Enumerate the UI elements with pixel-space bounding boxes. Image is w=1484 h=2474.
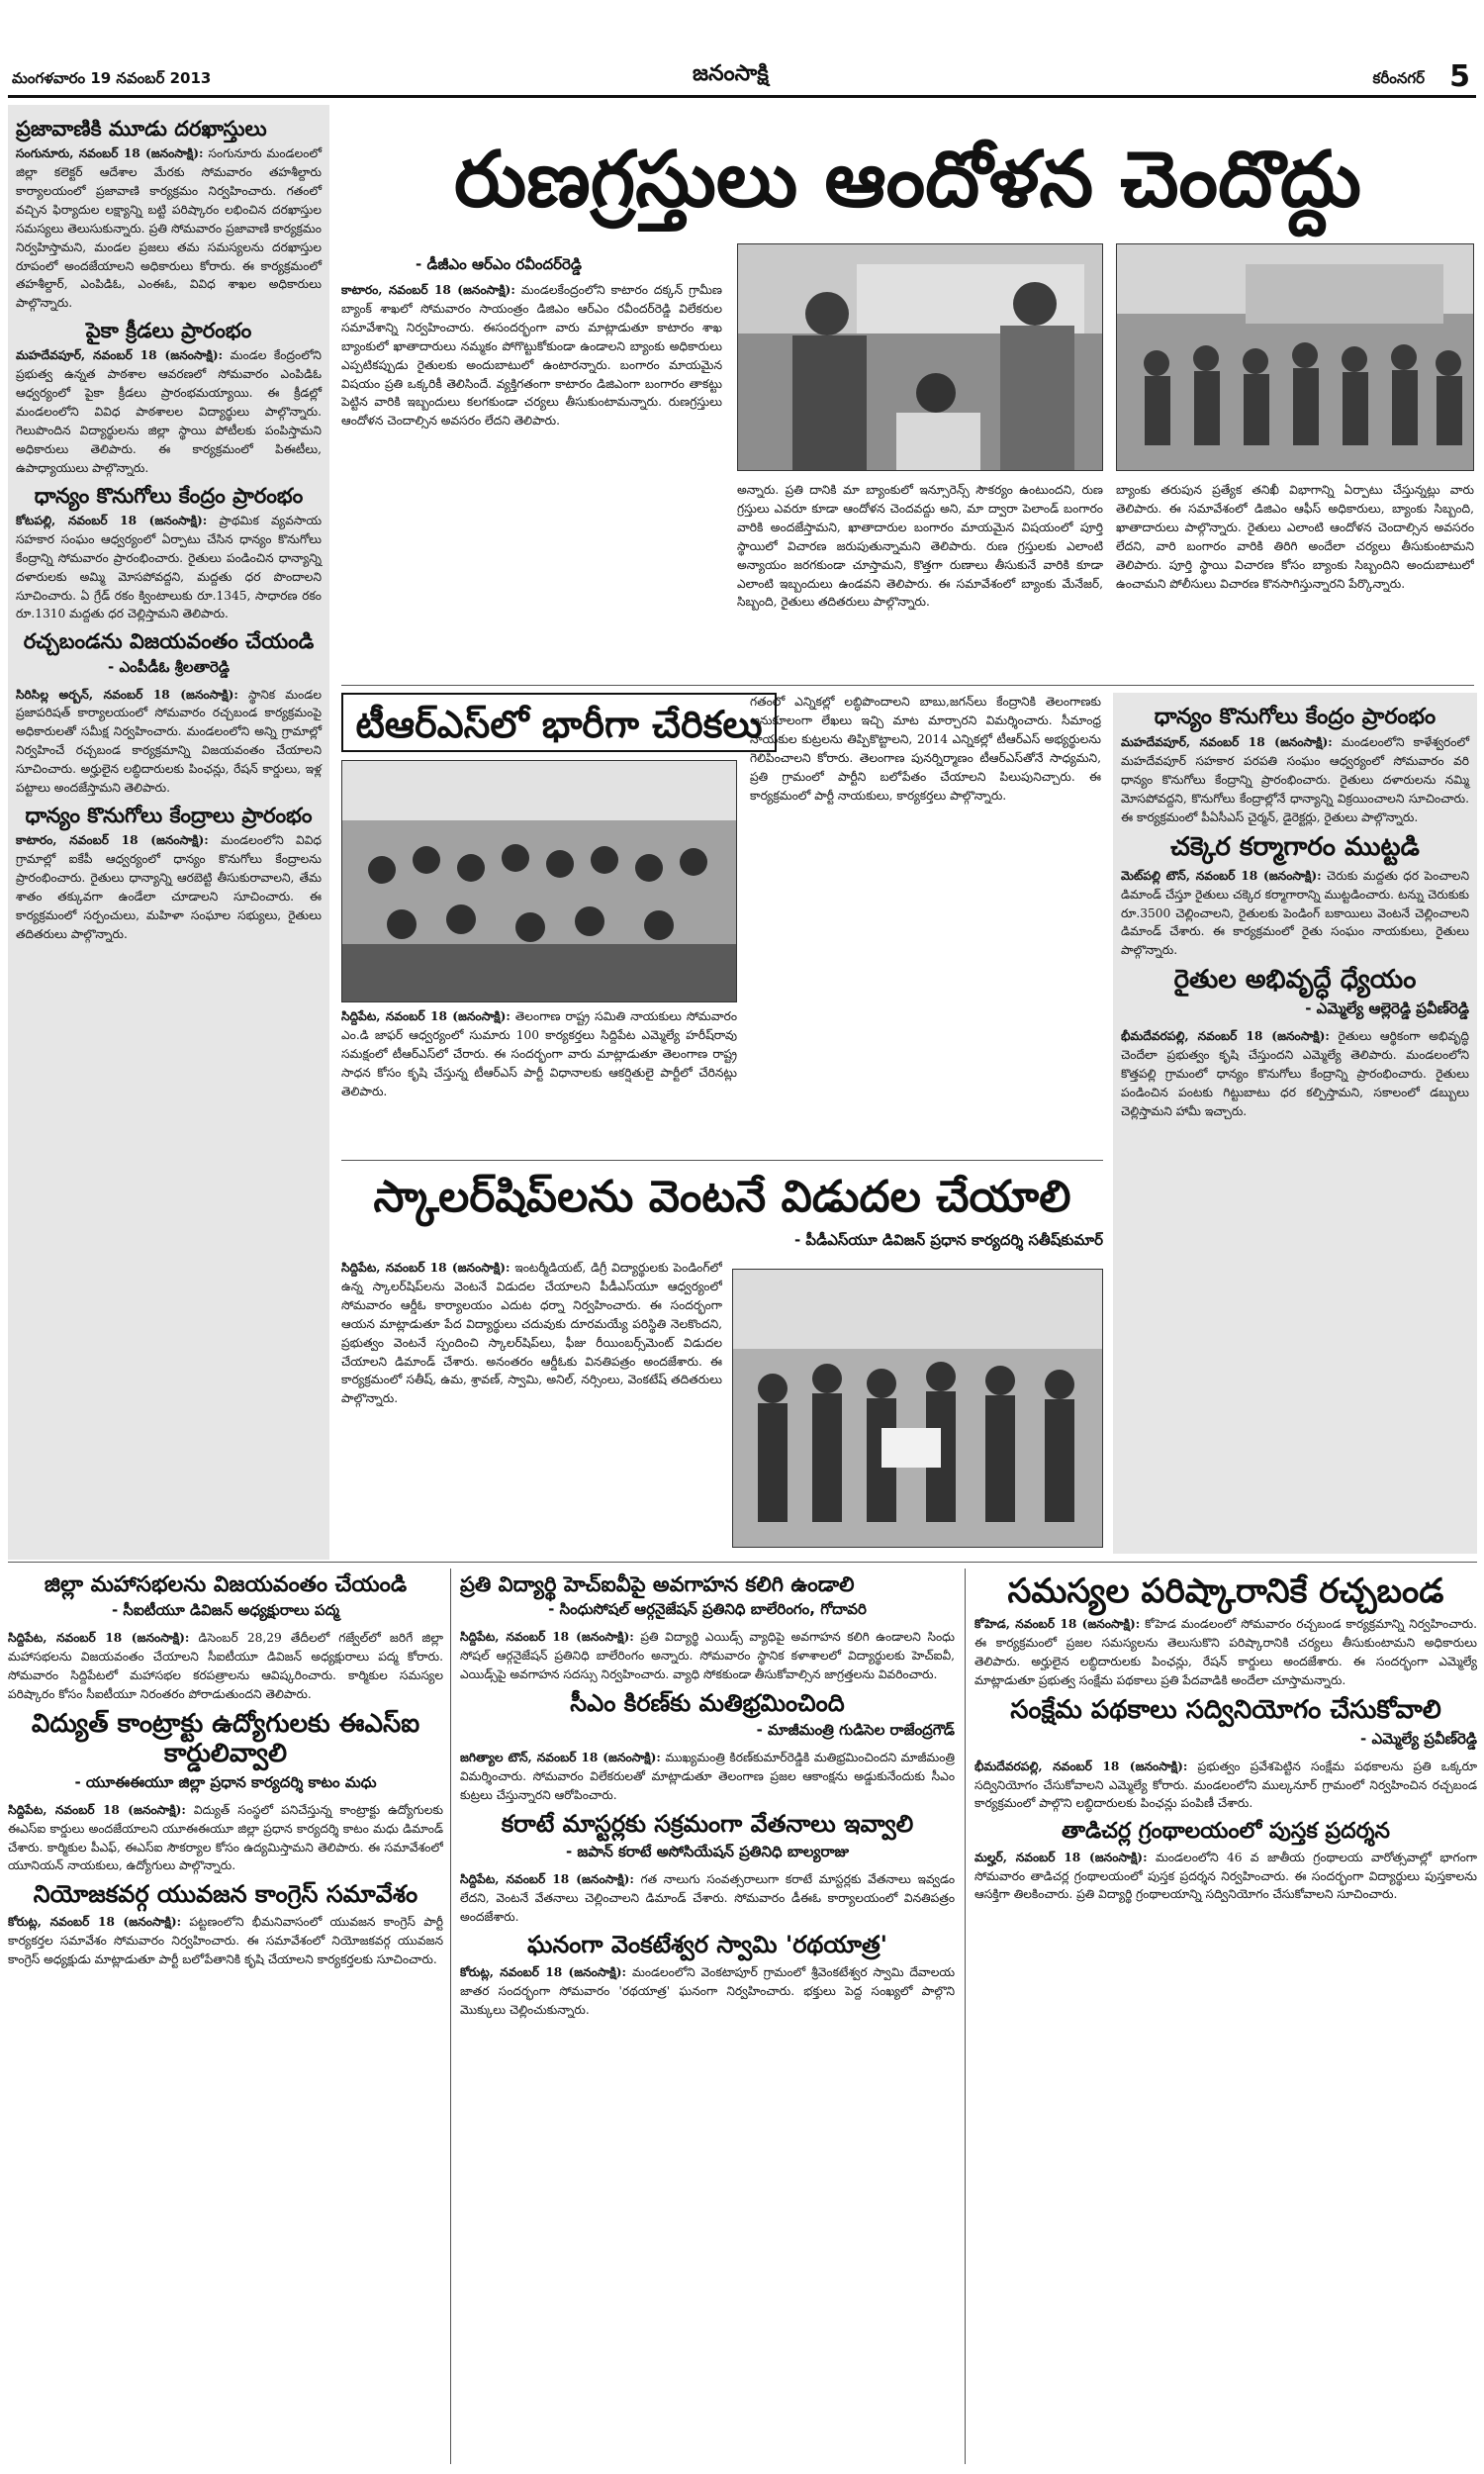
- dateline: మెట్‌పల్లి టౌన్, నవంబర్ 18 (జనంసాక్షి):: [1121, 868, 1322, 883]
- right-article-3: [1121, 966, 1469, 1120]
- article-byline: - సీఐటీయూ డివిజన్ అధ్యక్షురాలు పద్మ: [111, 1601, 339, 1620]
- column-rule: [965, 1569, 966, 2464]
- article-body: చెరుకు మద్దతు ధర పెంచాలని డిమాండ్ చేస్తూ రైతులు చక్కెర కర్మాగారాన్ని ముట్టడించారు. టన్ను చెరుకుకు రూ.3500 చెల్లించాలని, రైతులకు పెండింగ్ బకాయిలు వెంటనే చెల్లించాలని డిమాండ్ చేశారు. ఈ కార్యక్రమంలో రైతు సంఘం నాయకులు, రైతులు పాల్గొన్నారు.: [1121, 868, 1470, 958]
- dateline: మల్హర్, నవంబర్ 18 (జనంసాక్షి):: [974, 1850, 1148, 1864]
- article-headline: సీఎం కిరణ్‌కు మతిభ్రమించింది: [570, 1688, 845, 1717]
- article-body: మండల కేంద్రంలోని ప్రభుత్వ ఉన్నత పాఠశాల ఆవరణలో సోమవారం ఎంపిడిఓ ఆధ్వర్యంలో పైకా క్రీడలు ప్రారంభమయ్యాయి. ఈ క్రీడల్లో మండలంలోని వివిధ పాఠశాలల విద్యార్థులు పాల్గొన్నారు. గెలుపొందిన విద్యార్థులను జిల్లా స్థాయి పోటీలకు పంపిస్తామని అధికారులు తెలిపారు. ఈ కార్యక్రమంలో పిఈటీలు, ఉపాధ్యాయులు పాల్గొన్నారు.: [16, 348, 322, 475]
- right-column: [1113, 693, 1477, 1554]
- dateline: సిద్దిపేట, నవంబర్ 18 (జనంసాక్షి):: [8, 1802, 186, 1817]
- dateline: భీమదేవరపల్లి, నవంబర్ 18 (జనంసాక్షి):: [974, 1759, 1188, 1773]
- article-headline: ధాన్యం కొనుగోలు కేంద్రం ప్రారంభం: [1154, 705, 1437, 729]
- main-story-col-3: [1116, 481, 1474, 679]
- article-headline: చక్కెర కర్మాగారం ముట్టడి: [1170, 831, 1420, 862]
- article-byline: - ఎంపీడీఓ శ్రీలతారెడ్డి: [108, 657, 230, 676]
- article-headline: సంక్షేమ పథకాలు సద్వినియోగం చేసుకోవాలి: [1010, 1694, 1441, 1725]
- article-headline: నియోజకవర్గ యువజన కాంగ్రెస్ సమావేశం: [33, 1880, 418, 1909]
- issue-date: మంగళవారం 19 నవంబర్ 2013: [12, 69, 212, 87]
- article-headline: ధాన్యం కొనుగోలు కేంద్రం ప్రారంభం: [34, 483, 304, 508]
- bottom-right-article-3: [974, 1819, 1477, 1904]
- header-rule: [8, 95, 1476, 98]
- article-body: మండలకేంద్రంలోని కాటారం దక్కన్ గ్రామీణ బ్యాంక్ శాఖలో సోమవారం సాయంత్రం డిజిఎం ఆర్ఎం రవీందర్‌రెడ్డి విలేకరుల సమావేశాన్ని నిర్వహించారు. ఈసందర్భంగా వారు మాట్లాడుతూ కాటారం శాఖ బ్యాంకులో ఖాతాదారులు నమ్మకం పోగొట్టుకోకుండా ఉండాలని బ్యాంకు అధికారులు ఎప్పటికప్పుడు రైతులకు అందుబాటులో ఉంటారన్నారు. బంగారం మాయమైన విషయం ప్రతి ఒక్కరికీ తెలిసిందే. వ్యక్తిగతంగా కాటారం డిజిఎంగా బంగారం తాకట్టు పెట్టిన వారికి ఇబ్బందులు కలగకుండా చర్యలు తీసుకుంటామన్నారు. రుణగ్రస్తులు ఆందోళన చెందాల్సిన అవసరం లేదని తెలిపారు.: [341, 283, 722, 428]
- article-body: రైతులు ఆర్థికంగా అభివృద్ధి చెందేలా ప్రభుత్వం కృషి చేస్తుందని ఎమ్మెల్యే తెలిపారు. మండలంలోని కొత్తపల్లి గ్రామంలో ధాన్యం కొనుగోలు కేంద్రాన్ని ప్రారంభించారు. రైతులు పండించిన పంటకు గిట్టుబాటు ధర కల్పిస్తామని, సకాలంలో డబ్బులు చెల్లిస్తామని హామీ ఇచ్చారు.: [1121, 1029, 1469, 1118]
- dateline: సిద్దిపేట, నవంబర్ 18 (జనంసాక్షి):: [341, 1261, 510, 1275]
- bottom-left-article-3: [8, 1881, 443, 1968]
- bottom-mid-article-1: [460, 1572, 955, 1684]
- main-headline: రుణగ్రస్తులు ఆందోళన చెందొద్దు: [454, 136, 1361, 225]
- article-body: స్థానిక మండల ప్రజాపరిషత్ కార్యాలయంలో సోమవారం రచ్చబండ కార్యక్రమంపై అధికారులతో సమీక్ష నిర్వహించారు. మండలంలోని అన్ని గ్రామాల్లో నిర్వహించే రచ్చబండ కార్యక్రమాన్ని విజయవంతం చేయాలని సూచించారు. అర్హులైన లబ్ధిదారులకు పింఛన్లు, రేషన్ కార్డులు, ఇళ్ల పట్టాలు అందజేస్తామని తెలిపారు.: [16, 687, 323, 796]
- right-article-2: [1121, 833, 1469, 960]
- edition-name: కరీంనగర్: [1372, 69, 1425, 87]
- bottom-left-article-2: [8, 1710, 443, 1875]
- article-body: మండలంలోని వెంకటాపూర్ గ్రామంలో శ్రీవెంకటేశ్వర స్వామి దేవాలయ జాతర సందర్భంగా సోమవారం 'రథయాత్ర' ఘనంగా నిర్వహించారు. భక్తులు పెద్ద సంఖ్యలో పాల్గొని మొక్కులు చెల్లించుకున్నారు.: [460, 1965, 955, 2017]
- party-joining-photo: [342, 761, 737, 1002]
- dateline: సంగునూరు, నవంబర్ 18 (జనంసాక్షి):: [16, 146, 204, 161]
- trs-headline: టీఆర్ఎస్‌లో భారీగా చేరికలు: [341, 693, 777, 752]
- article-headline: జిల్లా మహాసభలను విజయవంతం చేయండి: [44, 1572, 408, 1597]
- article-body: మండలంలోని 46 వ జాతీయ గ్రంథాలయ వారోత్సవాల్లో భాగంగా సోమవారం తాడిచర్ల గ్రంథాలయంలో పుస్తక ప్రదర్శన నిర్వహించారు. ఈ సందర్భంగా విద్యార్థులు పుస్తకాలను ఆసక్తిగా తిలకించారు. ప్రతి విద్యార్థి గ్రంథాలయాన్ని సద్వినియోగం చేసుకోవాలని సూచించారు.: [974, 1850, 1477, 1902]
- article-body: ప్రభుత్వం ప్రవేశపెట్టిన సంక్షేమ పథకాలను ప్రతి ఒక్కరూ సద్వినియోగం చేసుకోవాలని ఎమ్మెల్యే కోరారు. మండలంలోని ముల్కనూర్ గ్రామంలో నిర్వహించిన రచ్చబండ కార్యక్రమంలో పాల్గొని లబ్ధిదారులకు పింఛన్లు పంపిణీ చేశారు.: [974, 1759, 1477, 1811]
- masthead: [693, 61, 811, 89]
- article-body: ప్రాథమిక వ్యవసాయ సహకార సంఘం ఆధ్వర్యంలో ఏర్పాటు చేసిన ధాన్యం కొనుగోలు కేంద్రాన్ని సోమవారం ప్రారంభించారు. రైతులు పండించిన ధాన్యాన్ని దళారులకు అమ్మి మోసపోవద్దని, మద్దతు ధర పొందాలని సూచించారు. ఏ గ్రేడ్ రకం క్వింటాలుకు రూ.1345, సాధారణ రకం రూ.1310 మద్దతు ధర చెల్లిస్తామని తెలిపారు.: [16, 513, 322, 621]
- bottom-right-article-1: [974, 1572, 1477, 1690]
- scholarship-text: [341, 1259, 722, 1556]
- dateline: సిద్దిపేట, నవంబర్ 18 (జనంసాక్షి):: [460, 1871, 634, 1886]
- student-protest-photo: [733, 1270, 1103, 1548]
- trs-photo: [341, 760, 737, 1002]
- scholarship-headline: స్కాలర్‌షిప్‌లను వెంటనే విడుదల చేయాలి: [373, 1172, 1071, 1222]
- scholarship-byline: - పీడీఎస్‌యూ డివిజన్ ప్రధాన కార్యదర్శి సతీష్‌కుమార్: [793, 1231, 1103, 1249]
- article-body: డిసెంబర్ 28,29 తేదీలలో గజ్వేల్‌లో జరిగే జిల్లా మహాసభలను విజయవంతం చేయాలని సీఐటీయూ డివిజన్ అధ్యక్షురాలు పద్మ కోరారు. సోమవారం సిద్దిపేటలో మహాసభల కరపత్రాలను ఆవిష్కరించారు. కార్మికుల సమస్యల పరిష్కారం కోసం సీఐటీయూ నిరంతరం పోరాడుతుందని తెలిపారు.: [8, 1631, 443, 1702]
- article-byline: - ఎమ్మెల్యే ప్రవీణ్‌రెడ్డి: [1360, 1729, 1477, 1748]
- bank-meeting-photo: [738, 244, 1103, 471]
- article-body: మండలంలోని కాళేశ్వరంలో మహదేవపూర్ సహకార పరపతి సంఘం ఆధ్వర్యంలో సోమవారం వరి ధాన్యం కొనుగోలు కేంద్రాన్ని ప్రారంభించారు. రైతులు దళారులను నమ్మి మోసపోవద్దని, కొనుగోలు కేంద్రాల్లోనే ధాన్యాన్ని విక్రయించాలని సూచించారు. ఈ కార్యక్రమంలో పీఏసీఎస్ చైర్మన్, డైరెక్టర్లు, రైతులు పాల్గొన్నారు.: [1121, 735, 1469, 824]
- article-body: ముఖ్యమంత్రి కిరణ్‌కుమార్‌రెడ్డికి మతిభ్రమించిందని మాజీమంత్రి విమర్శించారు. సోమవారం విలేకరులతో మాట్లాడుతూ తెలంగాణ ప్రజల ఆకాంక్షను అడ్డుకునేందుకు సీఎం కుట్రలు చేస్తున్నారని ఆరోపించారు.: [460, 1751, 955, 1803]
- dateline: కాటారం, నవంబర్ 18 (జనంసాక్షి):: [16, 833, 209, 848]
- left-article-5: [16, 804, 322, 944]
- bottom-mid-article-2: [460, 1690, 955, 1805]
- article-byline: - యూఈఈయూ జిల్లా ప్రధాన కార్యదర్శి కాటం మధు: [74, 1772, 377, 1791]
- article-headline: రైతుల అభివృద్ధే ధ్యేయం: [1173, 965, 1417, 996]
- bottom-right-article-2: [974, 1696, 1477, 1814]
- article-byline: - ఎమ్మెల్యే ఆల్లెరెడ్డి ప్రవీణ్‌రెడ్డి: [1305, 999, 1469, 1018]
- column-rule: [450, 1569, 451, 2464]
- dateline: జగిత్యాల టౌన్, నవంబర్ 18 (జనంసాక్షి):: [460, 1751, 661, 1765]
- left-article-3: [16, 484, 322, 624]
- bottom-left-column: [8, 1569, 443, 2464]
- article-headline: పైకా క్రీడలు ప్రారంభం: [85, 319, 252, 343]
- scholarship-photo: [732, 1269, 1103, 1548]
- bottom-mid-article-3: [460, 1811, 955, 1926]
- main-story-photo: [737, 243, 1103, 471]
- article-body: తెలంగాణ రాష్ట్ర సమితి నాయకులు సోమవారం ఎం.డి జాఫర్ ఆధ్వర్యంలో సుమారు 100 కార్యకర్తలు సిద్దిపేట ఎమ్మెల్యే హరీష్‌రావు సమక్షంలో టీఆర్ఎస్‌లో చేరారు. ఈ సందర్భంగా వారు మాట్లాడుతూ తెలంగాణ రాష్ట్ర సాధన కోసం కృషి చేస్తున్న టీఆర్ఎస్ పార్టీ విధానాలకు ఆకర్షితులై పార్టీలో చేరినట్లు తెలిపారు.: [341, 1009, 737, 1098]
- article-body: విద్యుత్ సంస్థలో పనిచేస్తున్న కాంట్రాక్టు ఉద్యోగులకు ఈఎస్ఐ కార్డులు అందజేయాలని యూఈఈయూ జిల్లా ప్రధాన కార్యదర్శి కాటం మధు డిమాండ్ చేశారు. కార్మికుల పీఎఫ్, ఈఎస్ఐ సౌకర్యాల కోసం ఉద్యమిస్తామని తెలిపారు. ఈ సమావేశంలో యూనియన్ నాయకులు, ఉద్యోగులు పాల్గొన్నారు.: [8, 1802, 443, 1873]
- bottom-middle-column: [460, 1569, 955, 2464]
- left-column: [8, 105, 329, 1560]
- dateline: సిద్దిపేట, నవంబర్ 18 (జనంసాక్షి):: [341, 1009, 510, 1023]
- article-body: సంగునూరు మండలంలో జిల్లా కలెక్టర్ ఆదేశాల మేరకు సోమవారం తహశీల్దారు కార్యాలయంలో ప్రజావాణి కార్యక్రమం నిర్వహించారు. గతంలో వచ్చిన ఫిర్యాదుల లక్ష్యాన్ని బట్టి పరిష్కారం లభించిన దరఖాస్తుల సమస్యలు తెలుసుకున్నారు. ప్రతి సోమవారం ప్రజావాణి కార్యక్రమం నిర్వహిస్తామని, మండల ప్రజలు తమ సమస్యలను దరఖాస్తుల రూపంలో అందజేయాలని అధికారులు కోరారు. ఈ కార్యక్రమంలో తహశీల్దార్, ఎంపిడిఓ, ఎంఈఓ, వివిధ శాఖల అధికారులు పాల్గొన్నారు.: [16, 146, 322, 311]
- divider: [341, 1160, 1103, 1161]
- trs-text-2: [750, 693, 1101, 1158]
- article-body: గతంలో ఎన్నికల్లో లబ్ధిపొందాలని బాబు,జగన్‌లు కేంద్రానికి తెలంగాణకు అనుకూలంగా లేఖలు ఇచ్చి మాట మార్చారని విమర్శించారు. సీమాంధ్ర నాయకుల కుట్రలను తిప్పికొట్టాలని, 2014 ఎన్నికల్లో టీఆర్ఎస్ అభ్యర్థులను గెలిపించాలని కోరారు. తెలంగాణ పునర్నిర్మాణం టీఆర్ఎస్‌తోనే సాధ్యమని, ప్రతి గ్రామంలో పార్టీని బలోపేతం చేయాలని పిలుపునిచ్చారు. ఈ కార్యక్రమంలో పార్టీ నాయకులు, కార్యకర్తలు పాల్గొన్నారు.: [750, 695, 1101, 803]
- bottom-mid-article-4: [460, 1932, 955, 2019]
- article-byline: - మాజీమంత్రి గుడిసెల రాజేంద్రగౌడ్: [756, 1721, 955, 1740]
- article-body: గత నాలుగు సంవత్సరాలుగా కరాటే మాస్టర్లకు వేతనాలు ఇవ్వడం లేదని, వెంటనే వేతనాలు చెల్లించాలని డిమాండ్ చేశారు. సోమవారం డీఈఓ కార్యాలయంలో వినతిపత్రం అందజేశారు.: [460, 1871, 955, 1924]
- article-body: బ్యాంకు తరుపున ప్రత్యేక తనిఖీ విభాగాన్ని ఏర్పాటు చేస్తున్నట్లు వారు తెలిపారు. ఈ సమావేశంలో డిజిఎం ఆఫీస్ అధికారులు, బ్యాంకు సిబ్బంది, ఖాతాదారులు పాల్గొన్నారు. రైతులు ఎలాంటి ఆందోళన చెందాల్సిన అవసరం లేదని, వారి బంగారం వారికి తిరిగి అందేలా చర్యలు తీసుకుంటామని తెలిపారు. పూర్తి స్థాయి విచారణ కోసం బ్యాంకు సిబ్బందిని అందుబాటులో ఉంచామని పోలీసులు విచారణ కొనసాగిస్తున్నారని పేర్కొన్నారు.: [1116, 483, 1474, 591]
- article-body: ప్రతి విద్యార్థి ఎయిడ్స్ వ్యాధిపై అవగాహన కలిగి ఉండాలని సింధు సోషల్ ఆర్గనైజేషన్ ప్రతినిధి బాలేరింగం అన్నారు. సోమవారం స్థానిక కళాశాలలో విద్యార్థులకు హెచ్ఐవీ, ఎయిడ్స్‌పై అవగాహన సదస్సు నిర్వహించారు. వ్యాధి సోకకుండా తీసుకోవాల్సిన జాగ్రత్తలను వివరించారు.: [460, 1630, 955, 1681]
- article-headline: విద్యుత్ కాంట్రాక్టు ఉద్యోగులకు ఈఎస్ఐ కార్డులివ్వాలి: [31, 1708, 420, 1768]
- article-body: పట్టణంలోని భీమనివాసంలో యువజన కాంగ్రెస్ పార్టీ కార్యకర్తల సమావేశం సోమవారం నిర్వహించారు. ఈ సమావేశంలో నియోజకవర్గ యువజన కాంగ్రెస్ అధ్యక్షుడు మాట్లాడుతూ పార్టీ బలోపేతానికి కృషి చేయాలని కార్యకర్తలకు సూచించారు.: [8, 1914, 443, 1966]
- dateline: కోటపల్లి, నవంబర్ 18 (జనంసాక్షి):: [16, 513, 208, 527]
- article-byline: - సింధుసోషల్ ఆర్గనైజేషన్ ప్రతినిధి బాలేరింగం, గోదావరి: [548, 1600, 867, 1619]
- main-story-col-1: [341, 281, 722, 697]
- bottom-left-article-1: [8, 1572, 443, 1704]
- left-article-2: [16, 319, 322, 477]
- right-article-1: [1121, 705, 1469, 827]
- dateline: మహదేవపూర్, నవంబర్ 18 (జనంసాక్షి):: [1121, 735, 1333, 750]
- page-number: 5: [1449, 59, 1470, 94]
- main-byline: - డీజీఎం ఆర్ఎం రవీందర్‌రెడ్డి: [416, 255, 583, 273]
- dateline: కోహెడ, నవంబర్ 18 (జనంసాక్షి):: [974, 1617, 1141, 1632]
- article-headline: తాడిచర్ల గ్రంథాలయంలో పుస్తక ప్రదర్శన: [1061, 1819, 1391, 1845]
- article-body: మండలంలోని వివిధ గ్రామాల్లో ఐకేపీ ఆధ్వర్యంలో ధాన్యం కొనుగోలు కేంద్రాలను ప్రారంభించారు. రైతులు ధాన్యాన్ని ఆరబెట్టి తీసుకురావాలని, తేమ శాతం తక్కువగా ఉండేలా చూడాలని సూచించారు. ఈ కార్యక్రమంలో సర్పంచులు, మహిళా సంఘాల సభ్యులు, రైతులు తదితరులు పాల్గొన్నారు.: [16, 833, 322, 941]
- dateline: సిద్దిపేట, నవంబర్ 18 (జనంసాక్షి):: [460, 1630, 634, 1645]
- main-story-col-2: [737, 481, 1103, 679]
- article-body: కోహెడ మండలంలో సోమవారం రచ్చబండ కార్యక్రమాన్ని నిర్వహించారు. ఈ కార్యక్రమంలో ప్రజల సమస్యలను తెలుసుకొని పరిష్కారానికి చర్యలు తీసుకుంటామని అధికారులు తెలిపారు. అర్హులైన లబ్ధిదారులకు పింఛన్లు, రేషన్ కార్డులు అందజేశారు. ఈ సందర్భంగా ఎమ్మెల్యే మాట్లాడుతూ ప్రభుత్వ సంక్షేమ పథకాలు ప్రతి పేదవాడికి అందేలా చూస్తామన్నారు.: [974, 1617, 1477, 1687]
- trs-text-1: [341, 1007, 737, 1156]
- article-body: అన్నారు. ప్రతి దానికి మా బ్యాంకులో ఇన్సూరెన్స్ సౌకర్యం ఉంటుందని, రుణ గ్రస్తులు ఎవరూ కూడా ఆందోళన చెందవద్దు అని, మా ద్వారా పెలాండ్ బంగారం వారికి అందజేస్తామని, ఖాతాదారుల బంగారం మాయమైన విషయంలో పూర్తి స్థాయిలో విచారణ జరుపుతున్నామని తెలిపారు. రుణ గ్రస్తులకు ఎలాంటి అన్యాయం జరగకుండా చూస్తామని, కొత్తగా రుణాలు తీసుకునే వారికి కూడా ఎలాంటి ఇబ్బందులు ఉండవని తెలిపారు. ఈ సమావేశంలో బ్యాంకు మేనేజర్, సిబ్బంది, రైతులు తదితరులు పాల్గొన్నారు.: [737, 483, 1103, 610]
- article-headline: ప్రజావాణికి మూడు దరఖాస్తులు: [16, 117, 267, 141]
- main-story-photo-2: [1116, 243, 1474, 471]
- bottom-right-column: [974, 1569, 1477, 2464]
- dateline: సిరిసిల్ల అర్బన్, నవంబర్ 18 (జనంసాక్షి):: [16, 687, 238, 702]
- dateline: మహదేవపూర్, నవంబర్ 18 (జనంసాక్షి):: [16, 348, 224, 363]
- bottom-divider: [8, 1562, 1477, 1563]
- article-byline: - జపాన్ కరాటే అసోసియేషన్ ప్రతినిధి బాల్యరాజు: [565, 1842, 850, 1860]
- dateline: సిద్దిపేట, నవంబర్ 18 (జనంసాక్షి):: [8, 1631, 190, 1646]
- dateline: భీమదేవరపల్లి, నవంబర్ 18 (జనంసాక్షి):: [1121, 1029, 1330, 1044]
- dateline: కోరుట్ల, నవంబర్ 18 (జనంసాక్షి):: [8, 1914, 182, 1929]
- left-article-1: [16, 117, 322, 313]
- article-headline: రచ్చబండను విజయవంతం చేయండి: [23, 629, 315, 654]
- dateline: కాటారం, నవంబర్ 18 (జనంసాక్షి):: [341, 283, 515, 297]
- article-headline: కరాటే మాస్టర్లకు సక్రమంగా వేతనాలు ఇవ్వాలి: [501, 1810, 914, 1839]
- crowd-bank-photo: [1117, 244, 1474, 471]
- article-headline: ప్రతి విద్యార్థి హెచ్ఐవీపై అవగాహన కలిగి ఉండాలి: [460, 1572, 855, 1596]
- masthead-title: జనంసాక్షి: [693, 61, 769, 86]
- article-headline: ఘనంగా వెంకటేశ్వర స్వామి 'రథయాత్ర': [527, 1931, 887, 1959]
- left-article-4: [16, 629, 322, 798]
- article-headline: సమస్యల పరిష్కారానికే రచ్చబండ: [1007, 1571, 1444, 1611]
- article-body: ఇంటర్మీడియట్, డిగ్రీ విద్యార్థులకు పెండింగ్‌లో ఉన్న స్కాలర్‌షిప్‌లను వెంటనే విడుదల చేయాలని పీడీఎస్‌యూ ఆధ్వర్యంలో సోమవారం ఆర్డీఓ కార్యాలయం ఎదుట ధర్నా నిర్వహించారు. ఈ సందర్భంగా ఆయన మాట్లాడుతూ పేద విద్యార్థులు చదువుకు దూరమయ్యే పరిస్థితి నెలకొందని, ప్రభుత్వం వెంటనే స్పందించి స్కాలర్‌షిప్‌లు, ఫీజు రీయింబర్స్‌మెంట్ విడుదల చేయాలని డిమాండ్ చేశారు. అనంతరం ఆర్డీఓకు వినతిపత్రం అందజేశారు. ఈ కార్యక్రమంలో సతీష్, ఉమ, శ్రావణ్, స్వామి, అనిల్, నర్సింలు, వెంకటేష్ తదితరులు పాల్గొన్నారు.: [341, 1261, 722, 1406]
- dateline: కోరుట్ల, నవంబర్ 18 (జనంసాక్షి):: [460, 1965, 627, 1980]
- divider: [341, 685, 1474, 686]
- article-headline: ధాన్యం కొనుగోలు కేంద్రాలు ప్రారంభం: [25, 803, 313, 827]
